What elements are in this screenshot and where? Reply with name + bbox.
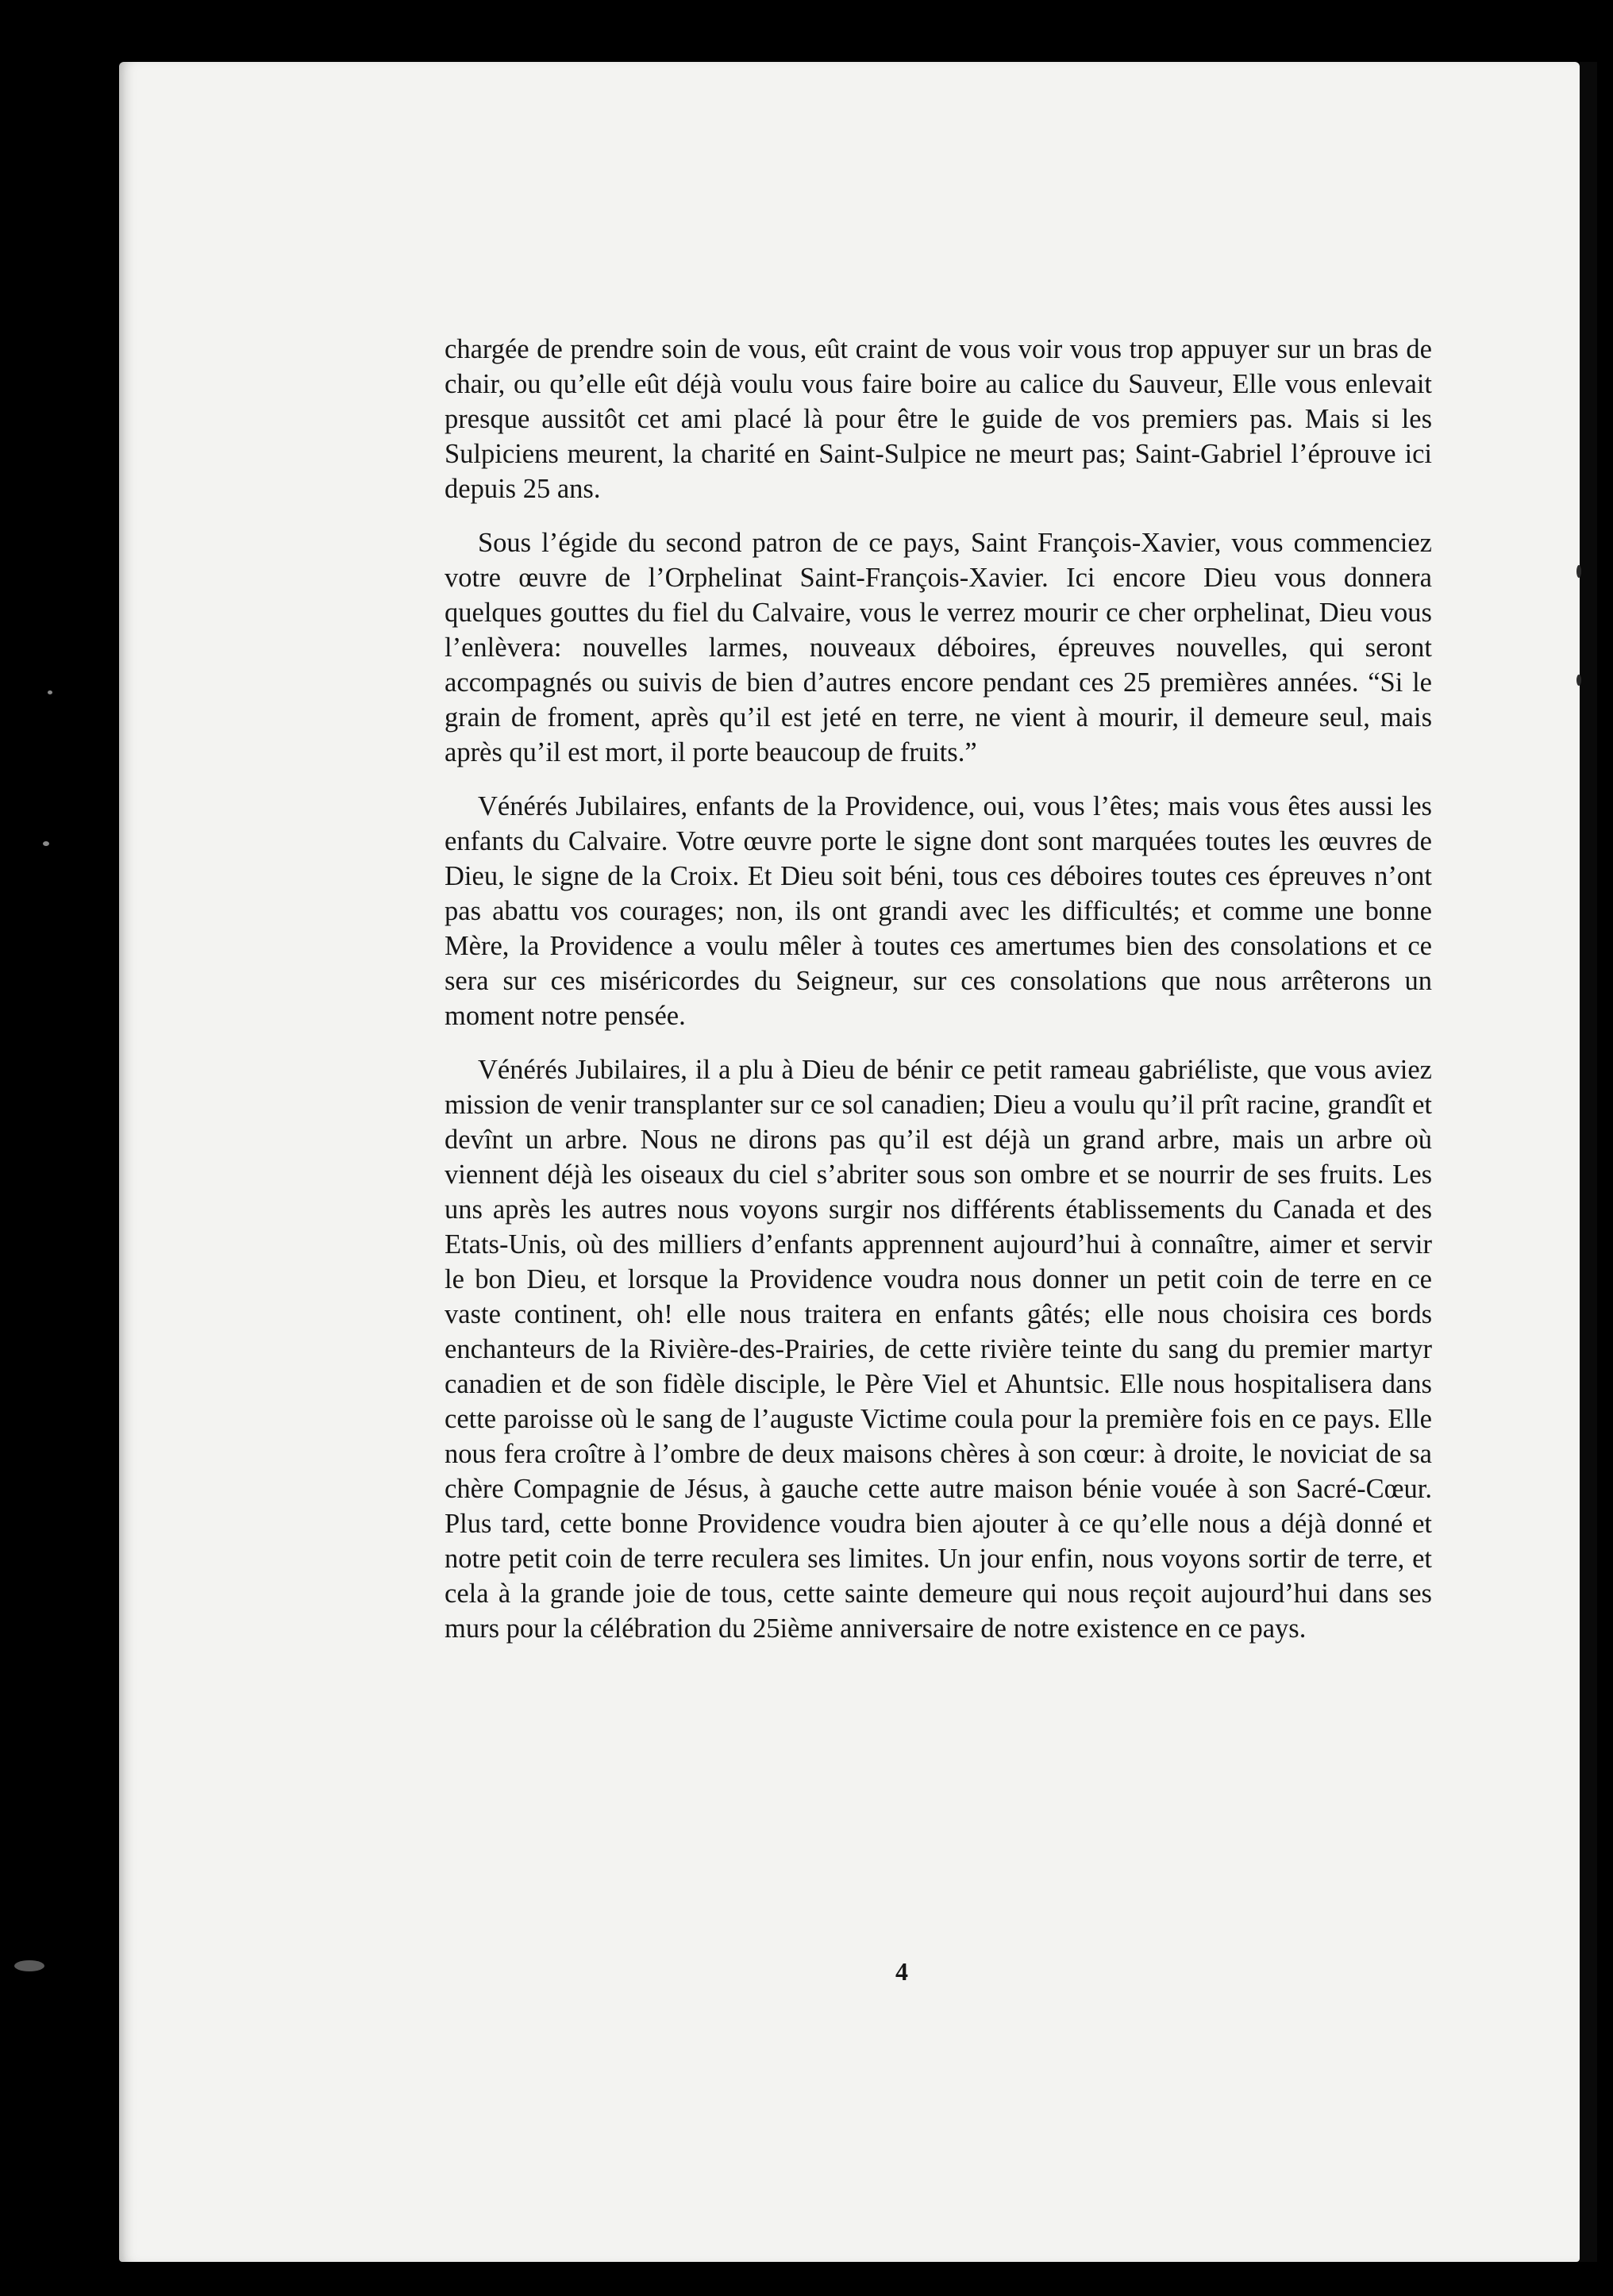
scan-speck	[1576, 565, 1581, 578]
page-number: 4	[895, 1957, 908, 1986]
paragraph: Vénérés Jubilaires, enfants de la Providence, oui, vous l’êtes; mais vous êtes aussi les enfants du Calvaire. Votre œuvre porte le signe dont sont marquées toutes les œuvres de Dieu, le signe de la Croix. Et Dieu soit béni, tous ces déboires toutes ces épreuves n’ont pas abattu vos courages; non, ils ont grandi avec les difficultés; et comme une bonne Mère, la Providence a voulu mêler à toutes ces amertumes bien des consolations et ce sera sur ces miséricordes du Seigneur, sur ces consolations que nous arrêterons un moment notre pensée.	[445, 791, 1432, 1031]
scan-speck	[43, 841, 49, 846]
paragraph: chargée de prendre soin de vous, eût craint de vous voir vous trop appuyer sur un bras de chair, ou qu’elle eût déjà voulu vous faire boire au calice du Sauveur, Elle vous enlevait presque aussitôt cet ami placé là pour être le guide de vos premiers pas. Mais si les Sulpiciens meurent, la charité en Saint-Sulpice ne meurt pas; Saint-Gabriel l’éprouve ici depuis 25 ans.	[445, 334, 1432, 504]
body-text	[445, 332, 1432, 1665]
scan-speck	[48, 690, 52, 694]
scan-speck	[1576, 675, 1581, 686]
paragraph: Sous l’égide du second patron de ce pays, Saint François-Xavier, vous commenciez votre œuvre de l’Orphelinat Saint-François-Xavier. Ici encore Dieu vous donnera quelques gouttes du fiel du Calvaire, vous le verrez mourir ce cher orphelinat, Dieu vous l’enlèvera: nouvelles larmes, nouveaux déboires, épreuves nouvelles, qui seront accompagnés ou suivis de bien d’autres encore pendant ces 25 premières années. “Si le grain de froment, après qu’il est jeté en terre, ne vient à mourir, il demeure seul, mais après qu’il est mort, il porte beaucoup de fruits.”	[445, 528, 1432, 767]
page-edge-shadow	[1580, 62, 1597, 2262]
paragraph: Vénérés Jubilaires, il a plu à Dieu de bénir ce petit rameau gabriéliste, que vous aviez mission de venir transplanter sur ce sol canadien; Dieu a voulu qu’il prît racine, grandît et devînt un arbre. Nous ne dirons pas qu’il est déjà un grand arbre, mais un arbre où viennent déjà les oiseaux du ciel s’abriter sous son ombre et se nourrir de ses fruits. Les uns après les autres nous voyons surgir nos différents établissements du Canada et des Etats-Unis, où des milliers d’enfants apprennent aujourd’hui à connaître, aimer et servir le bon Dieu, et lorsque la Providence voudra nous donner un petit coin de terre en ce vaste continent, oh! elle nous traitera en enfants gâtés; elle nous choisira ces bords enchanteurs de la Rivière-des-Prairies, de cette rivière teinte du sang du premier martyr canadien et de son fidèle disciple, le Père Viel et Ahuntsic. Elle nous hospitalisera dans cette paroisse où le sang de l’auguste Victime coula pour la première fois en ce pays. Elle nous fera croître à l’ombre de deux maisons chères à son cœur: à droite, le noviciat de sa chère Compagnie de Jésus, à gauche cette autre maison bénie vouée à son Sacré-Cœur. Plus tard, cette bonne Providence voudra bien ajouter à ce qu’elle nous a déjà donné et notre petit coin de terre reculera ses limites. Un jour enfin, nous voyons sortir de terre, et cela à la grande joie de tous, cette sainte demeure qui nous reçoit aujourd’hui dans ses murs pour la célébration du 25ième anniversaire de notre existence en ce pays.	[445, 1055, 1432, 1644]
